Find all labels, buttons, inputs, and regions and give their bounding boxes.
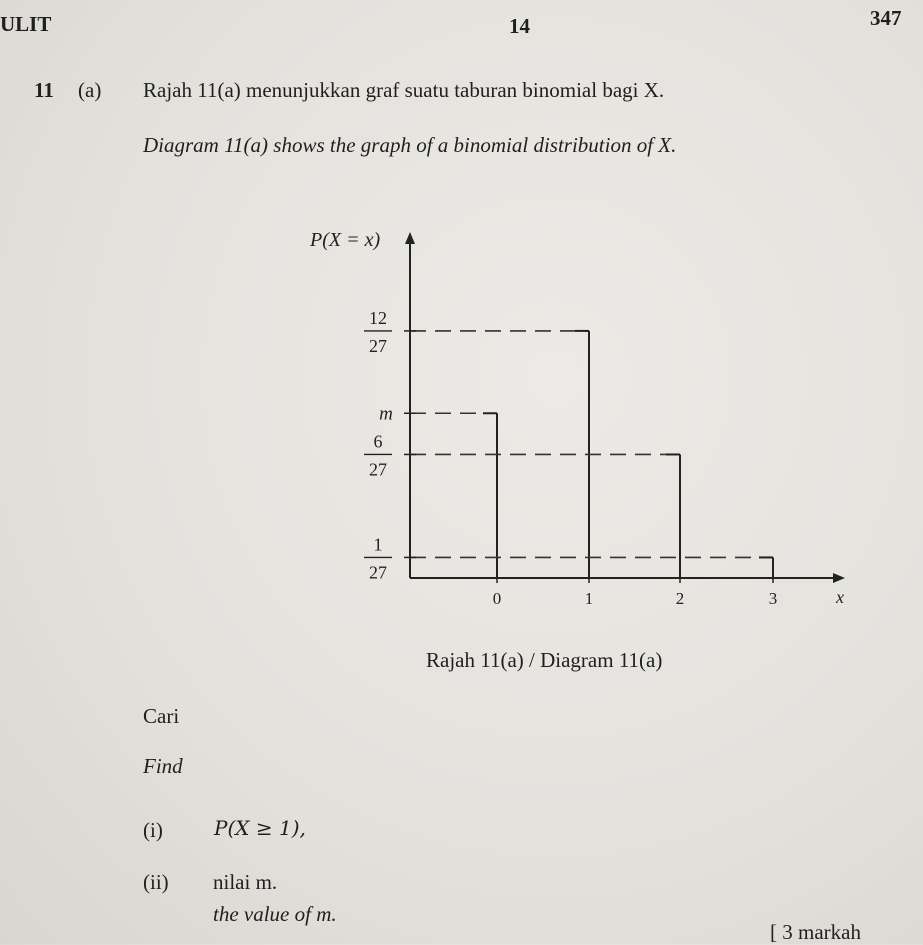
- y-tick-numerator: 12: [369, 307, 387, 328]
- diagram-caption: [426, 648, 662, 673]
- chart-layer: [309, 229, 845, 608]
- x-tick-label: 0: [492, 589, 502, 608]
- header-right: 347: [870, 6, 902, 30]
- caption-text: Rajah 11(a) / Diagram 11(a): [426, 648, 663, 672]
- task-ii-label: (ii): [143, 870, 169, 894]
- y-tick-denominator: 27: [369, 335, 387, 356]
- task-ii-malay: nilai m.: [213, 870, 278, 894]
- cari-text: Cari: [143, 704, 180, 728]
- task-i-expression: P(X ≥ 1),: [214, 816, 306, 840]
- y-axis-arrow: [405, 232, 415, 244]
- y-tick-denominator: 27: [369, 562, 387, 583]
- marks-label: [ 3 markah: [770, 920, 861, 944]
- question-malay-text: Rajah 11(a) menunjukkan graf suatu taburan binomial bagi X.: [143, 78, 665, 102]
- y-tick-label-m: m: [379, 403, 393, 425]
- x-tick-label: 2: [675, 589, 685, 608]
- x-tick-label: 3: [768, 589, 778, 608]
- task-i-label: (i): [143, 818, 163, 842]
- y-tick-numerator: 6: [373, 431, 383, 452]
- x-tick-label: 1: [584, 589, 594, 608]
- x-axis-label: x: [836, 587, 844, 607]
- page-number: 14: [509, 14, 530, 38]
- header-left: ULIT: [0, 12, 52, 36]
- question-number: 11: [34, 78, 54, 102]
- y-tick-numerator: 1: [373, 534, 383, 555]
- task-ii-english: the value of m.: [213, 902, 337, 926]
- question-part: (a): [78, 78, 102, 102]
- y-axis-label: P(X = x): [310, 229, 381, 251]
- x-axis-arrow: [833, 573, 845, 583]
- y-tick-denominator: 27: [369, 459, 387, 480]
- find-text: Find: [143, 754, 183, 778]
- question-english-text: Diagram 11(a) shows the graph of a binomial distribution of X.: [143, 133, 677, 157]
